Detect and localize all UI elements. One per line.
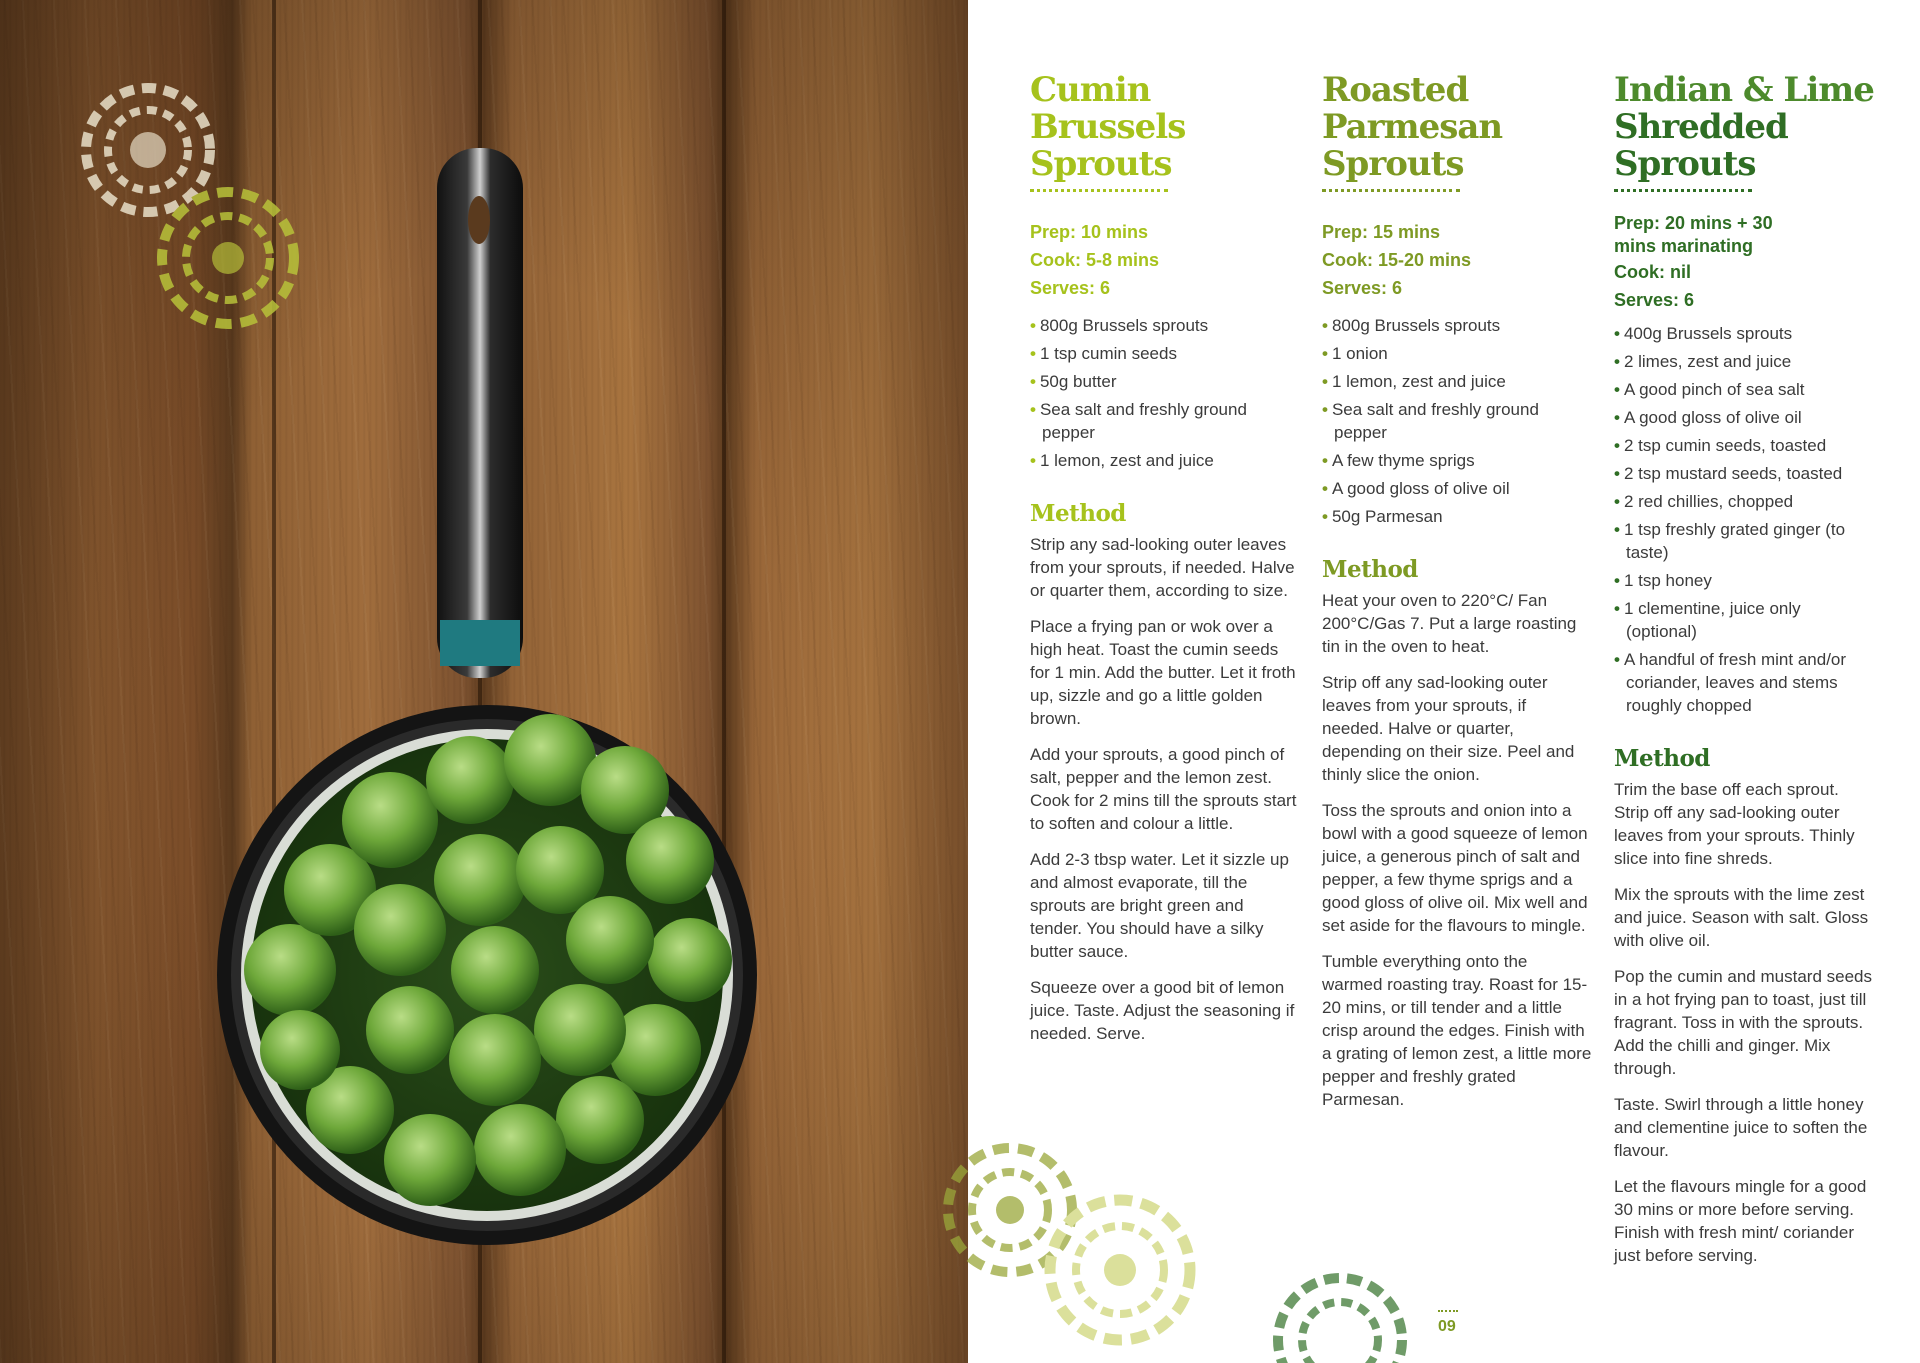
method-step: Trim the base off each sprout. Strip off any sad-looking outer leaves from your sprouts. Thinly slice into fine shreds. (1614, 780, 1855, 868)
method-step: Add your sprouts, a good pinch of salt, pepper and the lemon zest. Cook for 2 mins till the sprouts start to soften and colour a little. (1030, 745, 1297, 833)
ingredient-list (1614, 322, 1876, 717)
title-underline (1030, 189, 1168, 192)
method-step: Strip any sad-looking outer leaves from your sprouts, if needed. Halve or quarter them, according to size. (1030, 535, 1295, 600)
ingredient-item: • 400g Brussels sprouts (1614, 324, 1793, 343)
recipe-column-cumin (1030, 72, 1300, 1058)
method-heading: Method (1322, 556, 1418, 583)
ingredient-item: • 1 tsp freshly grated ginger (to taste) (1614, 520, 1846, 562)
ingredient-item: • 1 clementine, juice only (optional) (1614, 599, 1801, 641)
ingredient-item: • Sea salt and freshly ground pepper (1322, 400, 1539, 442)
method-step: Add 2-3 tbsp water. Let it sizzle up and almost evaporate, till the sprouts are bright green and tender. You should have a silky butter sauce. (1030, 850, 1289, 961)
title-line: Sprouts (1030, 144, 1172, 184)
ingredient-item: • 1 lemon, zest and juice (1030, 451, 1214, 470)
ingredient-item: • 1 onion (1322, 344, 1388, 363)
recipe-column-indian-lime (1614, 72, 1876, 1280)
title-line: Brussels (1030, 107, 1186, 147)
method-heading: Method (1614, 745, 1710, 772)
recipe-title (1614, 72, 1876, 183)
title-line: Sprouts (1322, 144, 1464, 184)
ingredient-item: • A good gloss of olive oil (1614, 408, 1802, 427)
ingredient-item: • 1 tsp cumin seeds (1030, 344, 1177, 363)
cabbage-stamp-decoration (86, 88, 294, 324)
method-step: Taste. Swirl through a little honey and clementine juice to soften the flavour. (1614, 1095, 1868, 1160)
page-number-text: 09 (1438, 1318, 1456, 1335)
recipe-meta (1614, 212, 1876, 314)
cook-time: Cook: nil (1614, 262, 1691, 282)
ingredient-item: • 2 limes, zest and juice (1614, 352, 1792, 371)
ingredient-item: • A good pinch of sea salt (1614, 380, 1805, 399)
method-heading: Method (1030, 500, 1126, 527)
serves: Serves: 6 (1030, 278, 1111, 298)
ingredient-item: • 1 tsp honey (1614, 571, 1712, 590)
ingredient-list (1030, 314, 1300, 472)
ingredient-list (1322, 314, 1592, 528)
recipe-title (1030, 72, 1300, 183)
prep-time: Prep: 20 mins + 30 mins marinating (1614, 213, 1773, 256)
ingredient-item: • 2 tsp mustard seeds, toasted (1614, 464, 1843, 483)
ingredient-item: • 2 red chillies, chopped (1614, 492, 1794, 511)
ingredient-item: • A few thyme sprigs (1322, 451, 1475, 470)
method-step: Tumble everything onto the warmed roasting tray. Roast for 15-20 mins, or till tender and a little crisp around the edges. Finish with a grating of lemon zest, a little more pepper and freshly grated Parmesan. (1322, 952, 1592, 1109)
ingredient-item: • A good gloss of olive oil (1322, 479, 1510, 498)
ingredient-item: • 50g butter (1030, 372, 1117, 391)
title-line: Parmesan (1322, 107, 1503, 147)
ingredient-item: • Sea salt and freshly ground pepper (1030, 400, 1247, 442)
method-step: Toss the sprouts and onion into a bowl with a good squeeze of lemon juice, a generous pinch of salt and pepper, a few thyme sprigs and a good gloss of olive oil. Mix well and set aside for the flavours to mingle. (1322, 801, 1588, 935)
ingredient-item: • A handful of fresh mint and/or coriander, leaves and stems roughly chopped (1614, 650, 1847, 715)
method-step: Squeeze over a good bit of lemon juice. Taste. Adjust the seasoning if needed. Serve. (1030, 978, 1295, 1043)
method-step: Mix the sprouts with the lime zest and juice. Season with salt. Gloss with olive oil. (1614, 885, 1869, 950)
method-step: Heat your oven to 220°C/ Fan 200°C/Gas 7. Put a large roasting tin in the oven to heat. (1322, 591, 1577, 656)
method-step: Pop the cumin and mustard seeds in a hot frying pan to toast, just till fragrant. Toss in with the sprouts. Add the chilli and ginger. Mix through. (1614, 967, 1872, 1078)
recipe-meta (1030, 218, 1300, 302)
ingredient-item: • 1 lemon, zest and juice (1322, 372, 1506, 391)
prep-time: Prep: 15 mins (1322, 222, 1441, 242)
cook-time: Cook: 5-8 mins (1030, 250, 1160, 270)
title-line: Sprouts (1614, 144, 1756, 184)
cabbage-stamp-decoration (920, 1140, 1440, 1363)
serves: Serves: 6 (1322, 278, 1403, 298)
title-underline (1614, 189, 1752, 192)
title-line: Indian & Lime (1614, 70, 1874, 110)
ingredient-item: • 800g Brussels sprouts (1030, 316, 1209, 335)
page-number-dots (1438, 1310, 1458, 1312)
ingredient-item: • 50g Parmesan (1322, 507, 1443, 526)
title-line: Cumin (1030, 70, 1151, 110)
ingredient-item: • 2 tsp cumin seeds, toasted (1614, 436, 1827, 455)
method-step: Place a frying pan or wok over a high heat. Toast the cumin seeds for 1 min. Add the butter. Let it froth up, sizzle and go a little golden brown. (1030, 617, 1296, 728)
method-step: Strip off any sad-looking outer leaves from your sprouts, if needed. Halve or quarter, depending on their size. Peel and thinly slice the onion. (1322, 673, 1575, 784)
prep-time: Prep: 10 mins (1030, 222, 1149, 242)
title-underline (1322, 189, 1460, 192)
page-number (1438, 1318, 1456, 1336)
title-line: Shredded (1614, 107, 1788, 147)
recipe-meta (1322, 218, 1592, 302)
ingredient-item: • 800g Brussels sprouts (1322, 316, 1501, 335)
recipe-column-parmesan (1322, 72, 1592, 1124)
method-step: Let the flavours mingle for a good 30 mins or more before serving. Finish with fresh mint/ coriander just before serving. (1614, 1177, 1867, 1265)
cook-time: Cook: 15-20 mins (1322, 250, 1472, 270)
title-line: Roasted (1322, 70, 1469, 110)
recipe-title (1322, 72, 1592, 183)
serves: Serves: 6 (1614, 290, 1695, 310)
